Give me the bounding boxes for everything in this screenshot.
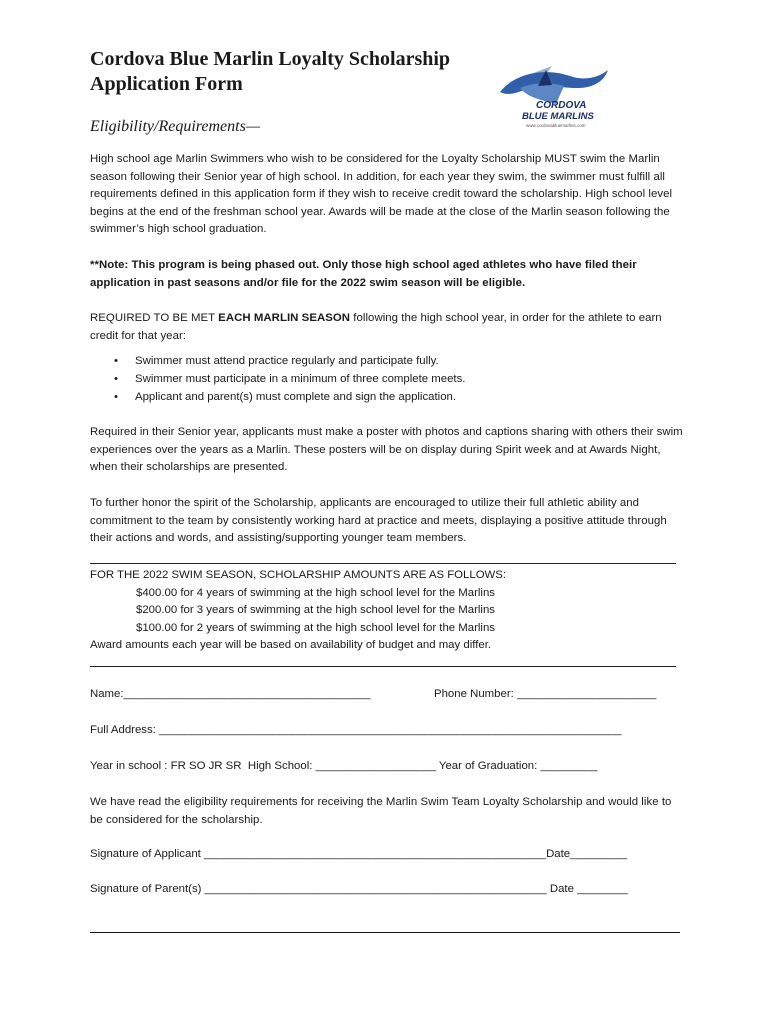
name-field[interactable]: Name:_______________________________________ [90, 688, 371, 700]
required-bold: EACH MARLIN SEASON [218, 312, 351, 324]
required-prefix: REQUIRED TO BE MET [90, 312, 219, 324]
amount-4-years: $400.00 for 4 years of swimming at the high school level for the Marlins [136, 586, 495, 599]
bullet-icon: • [114, 373, 118, 385]
required-suffix: following the high school year, in order for the athlete to earn credit for that year: [90, 312, 662, 342]
page-title [90, 47, 490, 97]
divider [90, 563, 676, 564]
applicant-signature-field[interactable]: Signature of Applicant ______________________________________________________Date_________ [90, 848, 628, 860]
acknowledgement-paragraph: We have read the eligibility requirements for receiving the Marlin Swim Team Loyalty Scholarship and would like to be considered for the scholarship. [90, 796, 672, 826]
intro-paragraph: High school age Marlin Swimmers who wish to be considered for the Loyalty Scholarship MUST swim the Marlin season following their Senior year of high school. In addition, for each year they swim, the swimmer must fulfill all requirements defined in this application form if they wish to receive credit toward the scholarship. High school level begins at the end of the freshman school year. Awards will be made at the close of the Marlin season following the swimmer’s high school graduation. [90, 153, 673, 236]
required-paragraph [90, 310, 685, 345]
requirements-list [90, 352, 685, 406]
list-item [90, 388, 685, 406]
eligibility-subheading: Eligibility/Requirements— [90, 118, 261, 135]
logo-text-cordova: CORDOVA [536, 100, 587, 111]
bullet-icon: • [114, 391, 118, 403]
year-in-school-field[interactable]: Year in school : FR SO JR SR High School: ___________________ Year of Graduation: _________ [90, 760, 598, 772]
amounts-note: Award amounts each year will be based on availability of budget and may differ. [90, 639, 492, 652]
scholarship-amounts [90, 567, 685, 655]
logo-url: www.cordovabluemarlins.com [526, 123, 586, 128]
divider [90, 666, 676, 667]
senior-year-paragraph: Required in their Senior year, applicants must make a poster with photos and captions sharing with others their swim experiences over the years as a Marlin. These posters will be on display during Spirit week and at Awards Night, when their scholarships are presented. [90, 426, 683, 474]
logo-text-blue-marlins: BLUE MARLINS [522, 111, 594, 122]
phase-out-note: **Note: This program is being phased out. Only those high school aged athletes who have filed their application in past seasons and/or file for the 2022 swim season will be eligible. [90, 259, 637, 289]
parent-signature-field[interactable]: Signature of Parent(s) ______________________________________________________ Date ________ [90, 883, 628, 895]
amounts-heading: FOR THE 2022 SWIM SEASON, SCHOLARSHIP AMOUNTS ARE AS FOLLOWS: [90, 569, 507, 581]
amount-2-years: $100.00 for 2 years of swimming at the high school level for the Marlins [136, 621, 495, 634]
phone-field[interactable]: Phone Number: ______________________ [434, 688, 657, 700]
list-item [90, 352, 685, 370]
list-item-text: Applicant and parent(s) must complete and sign the application. [135, 391, 457, 403]
bullet-icon: • [114, 355, 118, 367]
bottom-divider [90, 932, 680, 933]
title-line-2: Application Form [90, 73, 243, 95]
list-item [90, 370, 685, 388]
address-field[interactable]: Full Address: _________________________________________________________________________ [90, 724, 622, 736]
list-item-text: Swimmer must participate in a minimum of three complete meets. [135, 373, 466, 385]
amount-3-years: $200.00 for 3 years of swimming at the high school level for the Marlins [136, 604, 495, 617]
marlin-fish-logo-icon [494, 58, 624, 130]
honor-paragraph: To further honor the spirit of the Scholarship, applicants are encouraged to utilize their full athletic ability and commitment to the team by consistently working hard at practice and meets, displaying a positive attitude through their actions and words, and assisting/supporting younger team members. [90, 497, 667, 545]
list-item-text: Swimmer must attend practice regularly and participate fully. [135, 355, 439, 367]
title-line-1: Cordova Blue Marlin Loyalty Scholarship [90, 48, 451, 70]
